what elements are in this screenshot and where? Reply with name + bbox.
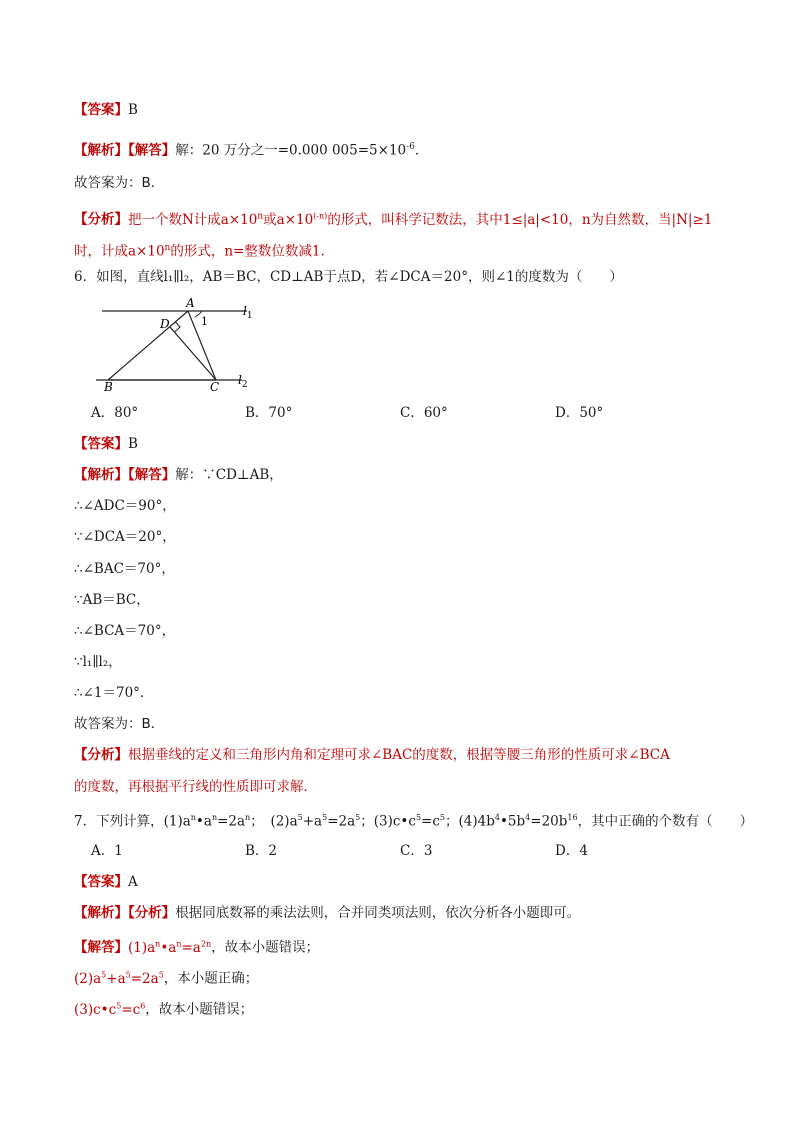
solve-tag: 【解答】 (74, 939, 128, 956)
q6-step-3: ∵∠DCA＝20°， (74, 529, 176, 545)
q5-analysis (74, 138, 428, 160)
method-part: 把一个数N计成a×10 (128, 211, 258, 228)
solution-text (74, 971, 164, 987)
q7-solution-1 (74, 935, 319, 957)
choice-a[interactable]: A．80° (91, 405, 139, 421)
method-part: 的形式，叫科学记数法，其中1≤|a|<10，n为自然数，当|N|≥1 (327, 211, 713, 228)
exponent: 5 (125, 970, 131, 979)
q6-step-4: ∴∠BAC＝70°， (74, 561, 175, 577)
solution-part: +a (106, 970, 126, 987)
method-part: 或a×10 (263, 211, 314, 228)
exponent: 5 (322, 813, 328, 822)
method-tag: 【分析】 (74, 747, 128, 763)
exponent: 4 (525, 813, 531, 822)
solution-part: ，本小题正确； (163, 970, 259, 987)
method-part: 的形式，n=整数位数减1. (170, 243, 325, 260)
exponent: n (164, 243, 171, 253)
choice-b[interactable]: B．70° (245, 405, 293, 421)
q6-choices (0, 404, 794, 422)
exponent: (-n) (313, 211, 328, 220)
stem-part: ；(3)c•c (360, 813, 416, 830)
solution-text (74, 1002, 145, 1018)
analysis-tag: 【解析】【分析】 (74, 905, 176, 921)
answer-tag: 【答案】 (74, 102, 128, 118)
method-text: 根据垂线的定义和三角形内角和定理可求∠BAC的度数，根据等腰三角形的性质可求∠BCA (128, 747, 670, 763)
stem-part: ； (2)a (250, 813, 298, 830)
exponent: 2n (200, 939, 212, 948)
exponent: n (176, 939, 182, 948)
stem-part: •a (195, 813, 212, 830)
segment-ab (108, 311, 188, 380)
right-angle-mark (175, 322, 181, 332)
exponent: 5 (101, 970, 107, 979)
q6-step-7: ∵l₁∥l₂， (74, 654, 122, 670)
stem-part: =2a (327, 813, 356, 830)
exponent: n (155, 939, 161, 948)
solution-part: ，故本小题错误； (145, 1001, 254, 1018)
exponent: -6 (406, 142, 415, 152)
solution-part: (3)c•c (74, 1001, 117, 1018)
exponent: 6 (140, 1001, 146, 1010)
stem-part: =c (421, 813, 440, 830)
q6-analysis-step-1 (74, 466, 283, 484)
q7-solution-3 (74, 997, 253, 1019)
label-l1: $l_1$ (243, 304, 253, 321)
q5-method-line2 (74, 239, 325, 261)
q6-method-line1 (74, 746, 670, 764)
method-part: 时，计成a×10 (74, 243, 165, 260)
q6-step-6: ∴∠BCA＝70°， (74, 623, 176, 639)
q5-answer (74, 101, 138, 119)
exponent: n (245, 813, 251, 822)
q7-solution-2 (74, 966, 258, 988)
method-text (128, 212, 712, 228)
stem-part: +a (302, 813, 323, 830)
solution-part: =2a (130, 970, 159, 987)
q7-stem (74, 809, 753, 831)
exponent: 5 (158, 970, 164, 979)
label-b: B (104, 380, 113, 394)
exponent: n (190, 813, 196, 822)
solution-part: (2)a (74, 970, 102, 987)
analysis-tag: 【解析】【解答】 (74, 142, 176, 159)
answer-value: B (128, 102, 138, 118)
stem-part: =2a (217, 813, 246, 830)
q5-conclusion: 故答案为：B． (74, 175, 165, 191)
stem-part: 7．下列计算，(1)a (74, 813, 191, 830)
q5-method-line1 (74, 207, 712, 229)
stem-part: ，其中正确的个数有（ ） (577, 813, 754, 830)
q7-answer (74, 873, 138, 891)
method-tag: 【分析】 (74, 211, 128, 228)
choice-d[interactable]: D．50° (555, 405, 604, 421)
choice-c[interactable]: C．3 (400, 843, 433, 859)
choice-c[interactable]: C．60° (400, 405, 448, 421)
segment-cd (170, 327, 216, 380)
label-a: A (186, 296, 195, 310)
exponent: n (257, 211, 264, 221)
choice-a[interactable]: A．1 (91, 843, 123, 859)
solution-part: (1)a (128, 939, 156, 956)
choice-d[interactable]: D．4 (555, 843, 588, 859)
q6-answer (74, 435, 138, 453)
answer-value: A (128, 874, 138, 890)
q6-figure (92, 295, 272, 395)
q6-method-line2: 的度数，再根据平行线的性质即可求解． (74, 779, 317, 795)
solution-part: =a (181, 939, 201, 956)
exponent: 5 (297, 813, 303, 822)
exponent: 5 (439, 813, 446, 822)
exponent: 5 (415, 813, 422, 822)
q6-step-8: ∴∠1＝70°． (74, 685, 154, 701)
q7-choices (0, 842, 794, 860)
exponent: 4 (494, 813, 500, 822)
exponent: 5 (116, 1001, 122, 1010)
answer-tag: 【答案】 (74, 874, 128, 890)
exponent: 16 (567, 813, 578, 822)
answer-value: B (128, 436, 138, 452)
step-text: 解：∵CD⊥AB， (175, 467, 283, 483)
solution-part: ，故本小题错误； (211, 939, 320, 956)
solution-part: •a (160, 939, 177, 956)
label-d: D (160, 317, 170, 331)
analysis-end: ． (414, 142, 429, 159)
analysis-tag: 【解析】【解答】 (74, 467, 176, 483)
exponent: n (211, 813, 218, 822)
solution-part: =c (121, 1001, 141, 1018)
stem-part: •5b (499, 813, 526, 830)
q6-stem: 6．如图，直线l₁∥l₂，AB＝BC，CD⊥AB于点D，若∠DCA＝20°，则∠1的度数为（ ） (74, 269, 623, 285)
q6-conclusion: 故答案为：B． (74, 716, 165, 732)
label-angle-1: 1 (201, 315, 208, 328)
q6-step-5: ∵AB＝BC， (74, 592, 150, 608)
label-l2: $l_2$ (238, 373, 248, 390)
q6-step-2: ∴∠ADC＝90°， (74, 498, 176, 514)
choice-b[interactable]: B．2 (245, 843, 278, 859)
solution-text (128, 940, 211, 956)
analysis-text: 根据同底数幂的乘法法则，合并同类项法则，依次分析各小题即可。 (175, 905, 581, 921)
analysis-text: 解：20 万分之一=0.000 005=5×10 (175, 142, 407, 159)
exponent: 5 (355, 813, 361, 822)
stem-part: ；(4)4b (445, 813, 495, 830)
label-c: C (210, 380, 220, 394)
q7-analysis (74, 904, 580, 922)
stem-part: =20b (530, 813, 568, 830)
answer-tag: 【答案】 (74, 436, 128, 452)
